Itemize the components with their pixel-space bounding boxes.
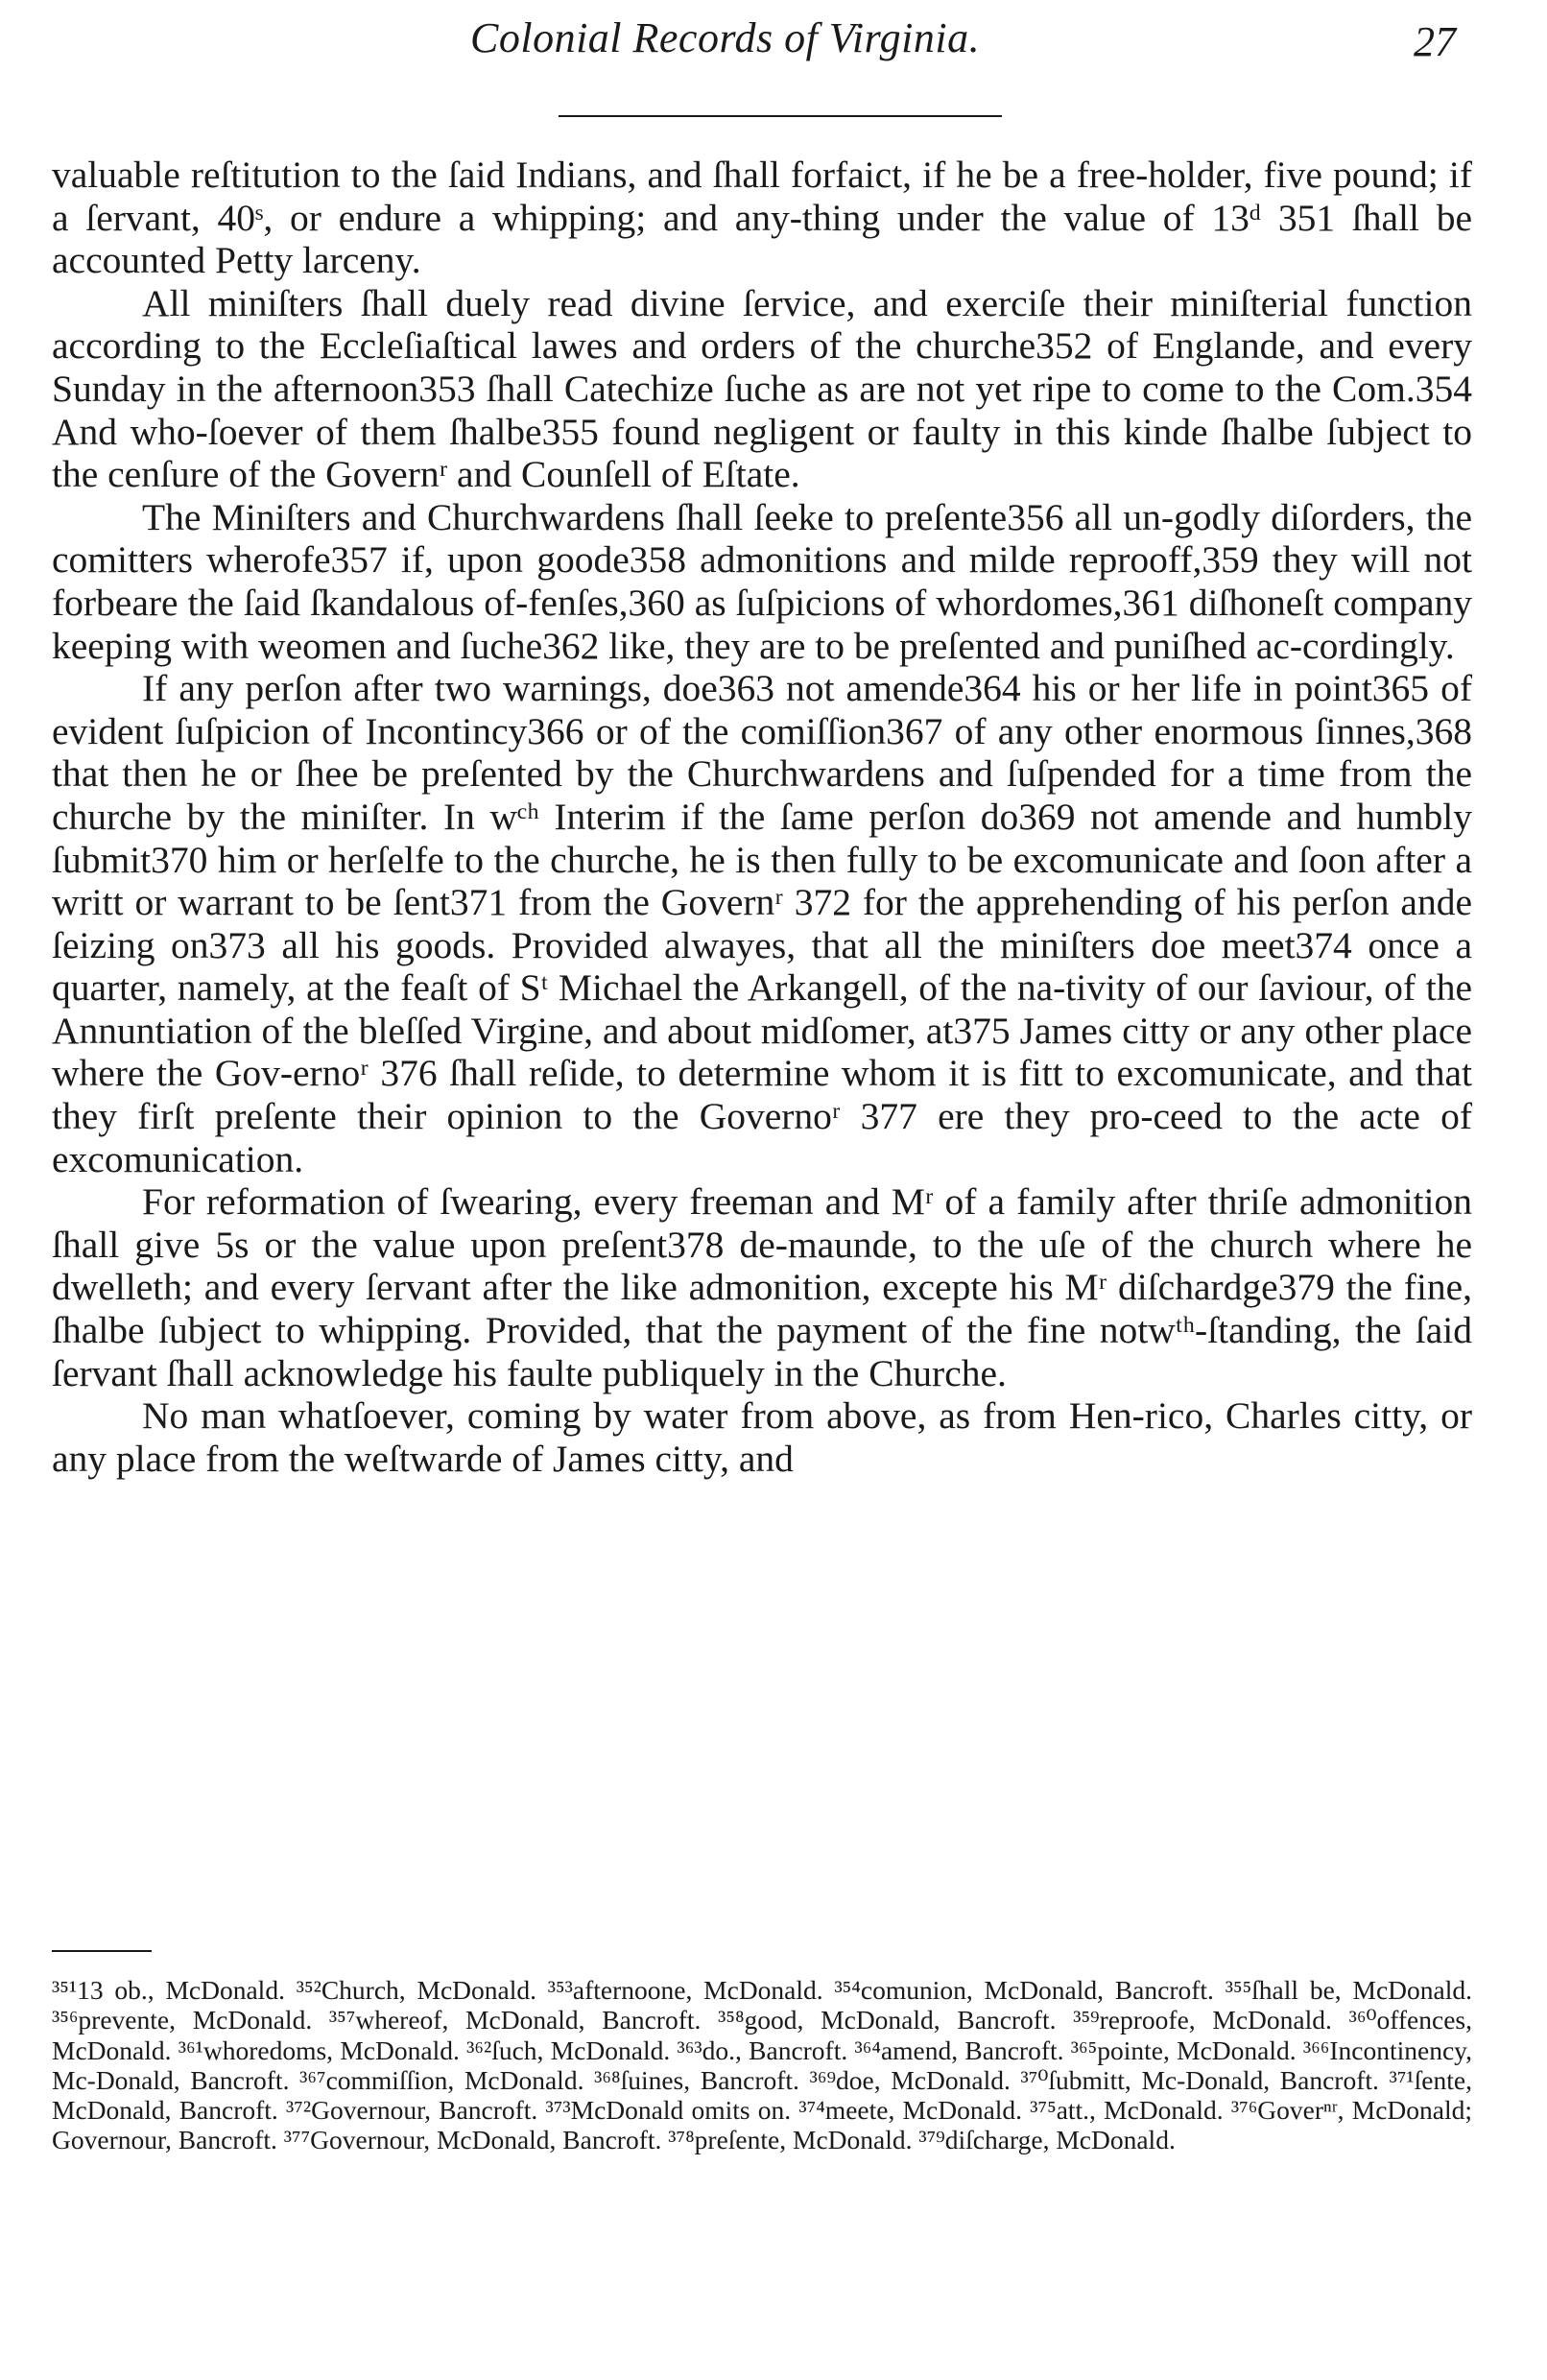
header-rule [559, 115, 1002, 117]
paragraph-swearing: For reformation of ſwearing, every freeman and Mʳ of a family after thriſe admonition ſhall give 5s or the value upon preſent378 de-maunde, to the uſe of the church where he dwelleth; and every ſervant after the like admonition, excepte his Mʳ diſchardge379 the fine, ſhalbe ſubject to whipping. Provided, that the payment of the fine notwᵗʰ-ſtanding, the ſaid ſervant ſhall acknowledge his faulte publiquely in the Churche. [52, 1180, 1472, 1394]
paragraph-churchwardens: The Miniſters and Churchwardens ſhall ſeeke to preſente356 all un-godly diſorders, the comitters wherofe357 if, upon goode358 admonitions and milde reprooff,359 they will not forbeare the ſaid ſkandalous of-fenſes,360 as ſuſpicions of whordomes,361 diſhoneſt company keeping with weomen and ſuche362 like, they are to be preſented and puniſhed ac-cordingly. [52, 495, 1472, 667]
running-head [0, 13, 1547, 71]
footnotes-text: ³⁵¹13 ob., McDonald. ³⁵²Church, McDonald. ³⁵³afternoone, McDonald. ³⁵⁴comunion, McDonald, Bancroft. ³⁵⁵ſhall be, McDonald. ³⁵⁶prevente, McDonald. ³⁵⁷whereof, McDonald, Bancroft. ³⁵⁸good, McDonald, Bancroft. ³⁵⁹reproofe, McDonald. ³⁶⁰offences, McDonald. ³⁶¹whoredoms, McDonald. ³⁶²ſuch, McDonald. ³⁶³do., Bancroft. ³⁶⁴amend, Bancroft. ³⁶⁵pointe, McDonald. ³⁶⁶Incontinency, Mc-Donald, Bancroft. ³⁶⁷commiſſion, McDonald. ³⁶⁸ſuines, Bancroft. ³⁶⁹doe, McDonald. ³⁷⁰ſubmitt, Mc-Donald, Bancroft. ³⁷¹ſente, McDonald, Bancroft. ³⁷²Governour, Bancroft. ³⁷³McDonald omits on. ³⁷⁴meete, McDonald. ³⁷⁵att., McDonald. ³⁷⁶Goverⁿʳ, McDonald; Governour, Bancroft. ³⁷⁷Governour, McDonald, Bancroft. ³⁷⁸preſente, McDonald. ³⁷⁹diſcharge, McDonald. [52, 1975, 1472, 2155]
paragraph-continuation: valuable reſtitution to the ſaid Indians, and ſhall forfaict, if he be a free-holder, five pound; if a ſervant, 40ˢ, or endure a whipping; and any-thing under the value of 13ᵈ 351 ſhall be accounted Petty larceny. [52, 154, 1472, 282]
paragraph-water-travel: No man whatſoever, coming by water from above, as from Hen-rico, Charles citty, or any place from the weſtwarde of James citty, and [52, 1394, 1472, 1480]
body-text [52, 154, 1472, 1480]
footnote-rule [52, 1950, 152, 1952]
footnotes [52, 1975, 1472, 2155]
paragraph-warnings: If any perſon after two warnings, doe363 not amende364 his or her life in point365 of evident ſuſpicion of Incontincy366 or of the comiſſion367 of any other enormous ſinnes,368 that then he or ſhee be preſented by the Churchwardens and ſuſpended for a time from the churche by the miniſter. In wᶜʰ Interim if the ſame perſon do369 not amende and humbly ſubmit370 him or herſelfe to the churche, he is then fully to be excomunicate and ſoon after a writt or warrant to be ſent371 from the Governʳ 372 for the apprehending of his perſon ande ſeizing on373 all his goods. Provided alwayes, that all the miniſters doe meet374 once a quarter, namely, at the feaſt of Sᵗ Michael the Arkangell, of the na-tivity of our ſaviour, of the Annuntiation of the bleſſed Virgine, and about midſomer, at375 James citty or any other place where the Gov-ernoʳ 376 ſhall reſide, to determine whom it is fitt to excomunicate, and that they firſt preſente their opinion to the Governoʳ 377 ere they pro-ceed to the acte of excomunication. [52, 667, 1472, 1180]
paragraph-ministers: All miniſters ſhall duely read divine ſervice, and exerciſe their miniſterial function according to the Eccleſiaſtical lawes and orders of the churche352 of Englande, and every Sunday in the afternoon353 ſhall Catechize ſuche as are not yet ripe to come to the Com.354 And who-ſoever of them ſhalbe355 found negligent or faulty in this kinde ſhalbe ſubject to the cenſure of the Governʳ and Counſell of Eſtate. [52, 281, 1472, 496]
page-number: 27 [1414, 18, 1456, 65]
running-title: Colonial Records of Virginia. [470, 14, 981, 61]
